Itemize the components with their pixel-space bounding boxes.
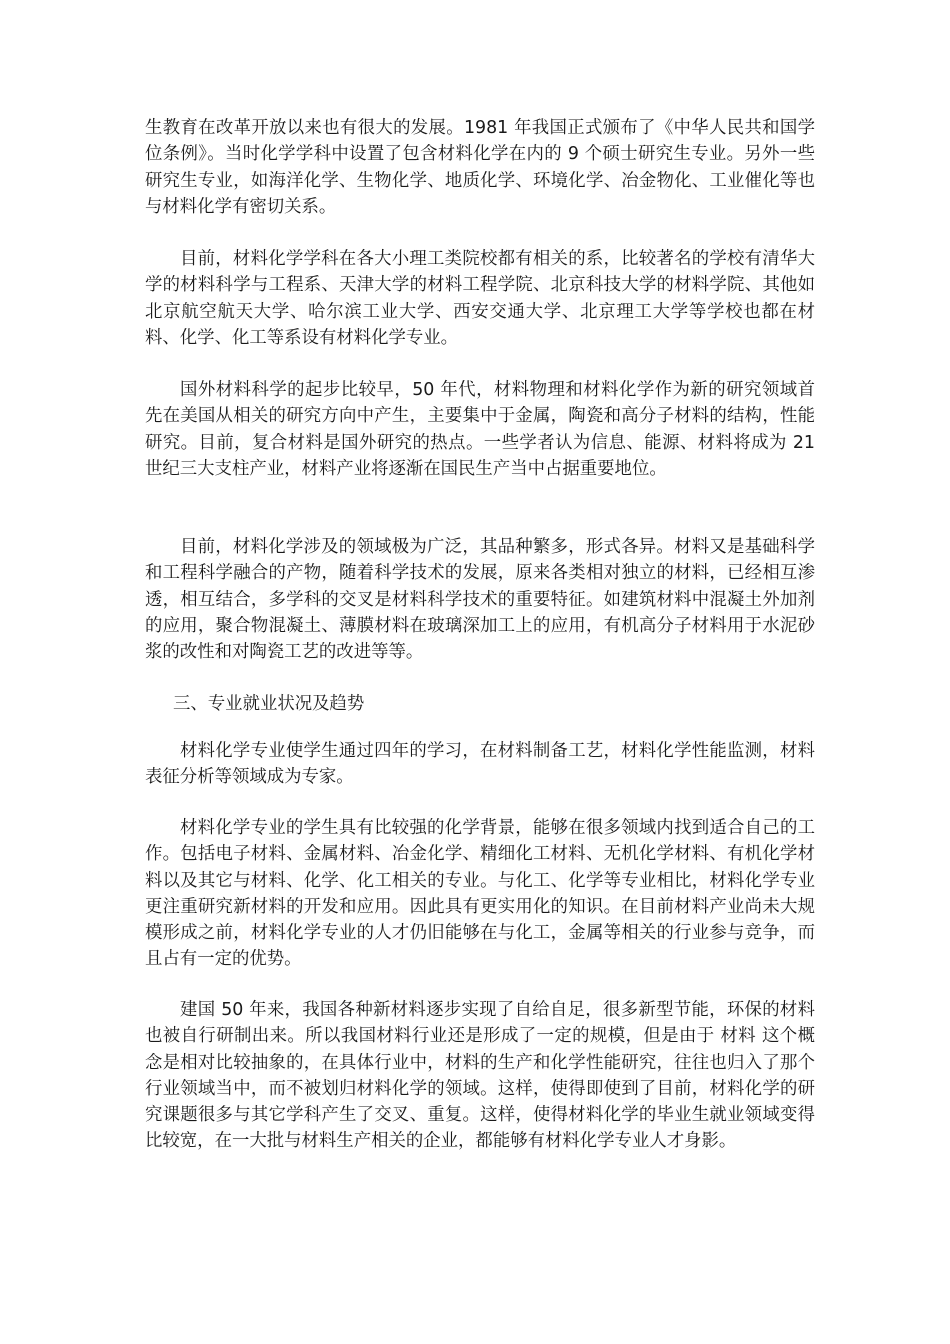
- section-heading-employment: 三、专业就业状况及趋势: [173, 694, 365, 714]
- paragraph-foreign-development: 国外材料科学的起步比较早，50 年代，材料物理和材料化学作为新的研究领域首先在美国从相关的研究方向中产生，主要集中于金属，陶瓷和高分子材料的结构，性能研究。目前，复合材料是国外研究的热点。一些学者认为信息、能源、材料将成为 21 世纪三大支柱产业，材料产业将逐渐在国民生产当中占据重要地位。: [145, 380, 815, 479]
- paragraph-industry-status: 建国 50 年来，我国各种新材料逐步实现了自给自足，很多新型节能，环保的材料也被自行研制出来。所以我国材料行业还是形成了一定的规模，但是由于 材料 这个概念是相对比较抽象的，在具体行业中，材料的生产和化学性能研究，往往也归入了那个行业领域当中，而不被划归材料化学的领域。这样，使得即使到了目前，材料化学的研究课题很多与其它学科产生了交叉、重复。这样，使得材料化学的毕业生就业领域变得比较宽，在一大批与材料生产相关的企业，都能够有材料化学专业人才身影。: [145, 1000, 815, 1152]
- paragraph-field-scope: 目前，材料化学涉及的领域极为广泛，其品种繁多，形式各异。材料又是基础科学和工程科学融合的产物，随着科学技术的发展，原来各类相对独立的材料，已经相互渗透，相互结合，多学科的交叉是材料科学技术的重要特征。如建筑材料中混凝土外加剂的应用，聚合物混凝土、薄膜材料在玻璃深加工上的应用，有机高分子材料用于水泥砂浆的改性和对陶瓷工艺的改进等等。: [145, 537, 815, 663]
- paragraph-major-goal: 材料化学专业使学生通过四年的学习，在材料制备工艺，材料化学性能监测，材料表征分析等领域成为专家。: [145, 741, 815, 788]
- paragraph-domestic-schools: 目前，材料化学学科在各大小理工类院校都有相关的系，比较著名的学校有清华大学的材料科学与工程系、天津大学的材料工程学院、北京科技大学的材料学院、其他如北京航空航天大学、哈尔滨工业大学、西安交通大学、北京理工大学等学校也都在材料、化学、化工等系设有材料化学专业。: [145, 249, 815, 348]
- paragraph-graduate-education: 生教育在改革开放以来也有很大的发展。1981 年我国正式颁布了《中华人民共和国学位条例》。当时化学学科中设置了包含材料化学在内的 9 个硕士研究生专业。另外一些研究生专业，如海洋化学、生物化学、地质化学、环境化学、冶金物化、工业催化等也与材料化学有密切关系。: [145, 118, 815, 217]
- paragraph-career-options: 材料化学专业的学生具有比较强的化学背景，能够在很多领域内找到适合自己的工作。包括电子材料、金属材料、冶金化学、精细化工材料、无机化学材料、有机化学材料以及其它与材料、化学、化工相关的专业。与化工、化学等专业相比，材料化学专业更注重研究新材料的开发和应用。因此具有更实用化的知识。在目前材料产业尚未大规模形成之前，材料化学专业的人才仍旧能够在与化工，金属等相关的行业参与竞争，而且占有一定的优势。: [145, 818, 815, 970]
